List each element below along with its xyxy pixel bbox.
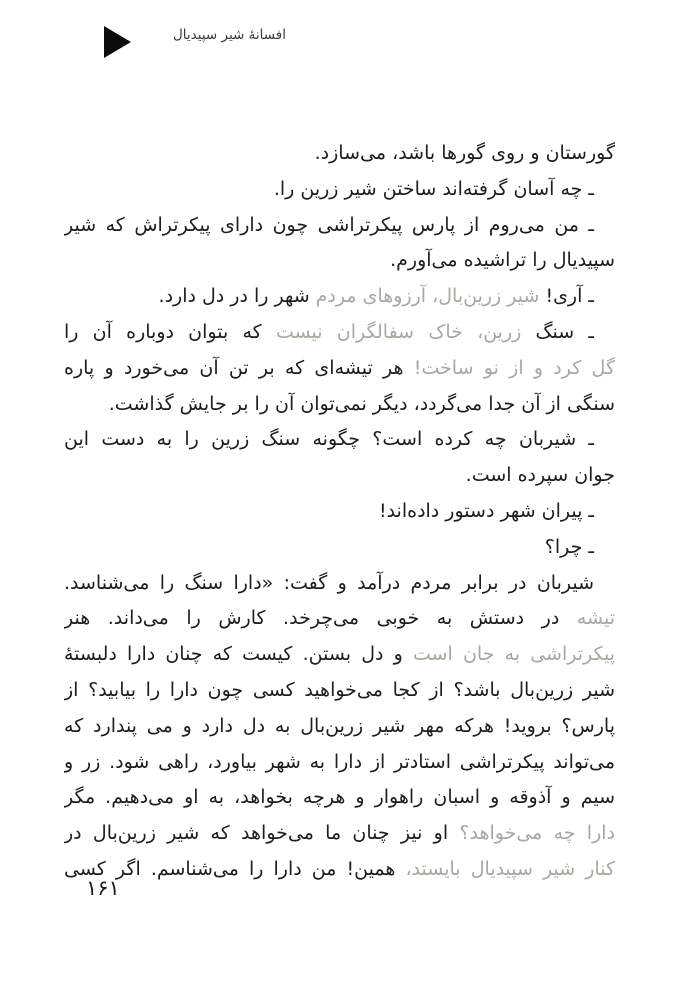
text-segment: ـ چرا؟ [544,535,594,558]
text-segment: و دل بستن. کیست که چنان دارا دلبستهٔ [64,643,403,666]
text-line [64,494,615,530]
text-segment: شهر را در دل دارد. [158,285,310,308]
text-line [64,422,615,458]
text-segment: او نیز چنان ما می‌خواهد که شیر زرین‌بال در [64,822,449,845]
text-line [64,315,615,351]
running-head-title: افسانهٔ شیر سپیدیال [173,27,286,43]
faded-text-segment: شیر زرین‌بال، آرزوهای مردم [309,285,540,308]
text-line [64,172,615,208]
text-segment: ـ سنگ [521,320,594,343]
text-segment: در دستش به خوبی می‌چرخد. کارش را می‌داند. هنر [64,607,560,630]
text-line [64,208,615,244]
right-triangle-icon [104,26,131,58]
text-segment: شیر زرین‌بال باشد؟ از کجا می‌خواهید کسی چون دارا را بیابید؟ از [64,678,615,701]
text-line [64,852,615,888]
faded-text-segment: گل کرد و از نو ساخت! [403,356,615,379]
faded-text-segment: دارا چه می‌خواهد؟ [448,822,615,845]
text-line [64,530,615,566]
text-line [64,387,615,423]
text-segment: سیم و آذوقه و اسبان راهوار و هرچه بخواهد، به او می‌دهیم. مگر [64,786,615,809]
faded-text-segment: پیکرتراشی به جان است [402,643,615,666]
text-line [64,351,615,387]
text-segment: گورستان و روی گورها باشد، می‌سازد. [314,142,615,164]
text-segment: پارس؟ بروید! هرکه مهر شیر زرین‌بال به دل دارد و می پندارد که [64,714,615,737]
faded-text-segment: زرین، خاک سفالگران نیست [261,320,522,343]
text-segment: ـ چه آسان گرفته‌اند ساختن شیر زرین را. [273,177,594,200]
text-segment: سنگی از آن جدا می‌گردد، دیگر نمی‌توان آن را بر جایش گذاشت. [108,392,615,415]
text-line [64,566,615,602]
body-text [64,136,615,888]
text-line [64,637,615,673]
text-line [64,816,615,852]
faded-text-segment: کنار شیر سپیدیال بایستد، [395,857,615,880]
page-header [0,0,679,70]
text-line [64,279,615,315]
text-segment: همین! من دارا را می‌شناسم. اگر کسی [64,857,396,880]
text-segment: ـ پیران شهر دستور داده‌اند! [378,499,594,522]
text-line [64,780,615,816]
text-segment: ـ شیربان چه کرده است؟ چگونه سنگ زرین را به دست این [64,428,594,451]
text-line [64,136,615,172]
text-segment: شیربان در برابر مردم درآمد و گفت: «دارا سنگ را می‌شناسد. [64,571,594,594]
text-line [64,673,615,709]
text-segment: ـ آری! [539,285,594,308]
text-line [64,243,615,279]
text-segment: سپیدیال را تراشیده می‌آورم. [390,249,615,272]
text-segment: ـ من می‌روم از پارس پیکرتراشی چون دارای پیکرتراش که شیر [64,213,594,236]
text-line [64,709,615,745]
text-line [64,601,615,637]
text-segment: می‌تواند پیکرتراشی استادتر از دارا به شهر بیاورد، راهی شود. زر و [64,750,615,773]
text-line [64,745,615,781]
text-segment: هر تیشه‌ای که بر تن آن می‌خورد و پاره [64,356,404,379]
text-line [64,458,615,494]
page-number: ۱۶۱ [86,876,120,900]
text-segment: جوان سپرده است. [465,464,615,487]
text-segment: که بتوان دوباره آن را [64,320,262,343]
faded-text-segment: تیشه [559,607,615,630]
